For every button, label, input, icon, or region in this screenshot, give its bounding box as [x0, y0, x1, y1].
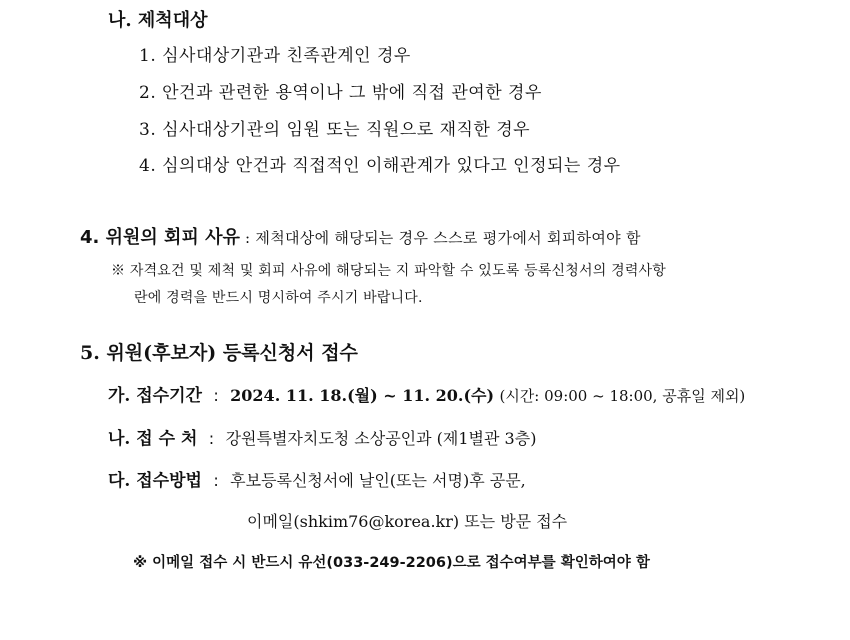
period-value-hours: (시간: 09:00 ~ 18:00, 공휴일 제외): [499, 387, 746, 405]
method-row: [108, 466, 526, 491]
email-phone-confirm-note: ※ 이메일 접수 시 반드시 유선(033-249-2206)으로 접수여부를 확인하여야 함: [133, 555, 650, 571]
period-row: [108, 381, 745, 406]
period-label: 가. 접수기간: [108, 386, 202, 406]
period-value-dates: 2024. 11. 18.(월) ~ 11. 20.(수): [230, 386, 495, 405]
section-4-heading: 4. 위원의 회피 사유: [80, 227, 240, 248]
place-value: 강원특별자치도청 소상공인과 (제1별관 3층): [225, 429, 537, 448]
section-4-note-line1: ※ 자격요건 및 제척 및 회피 사유에 해당되는 지 파악할 수 있도록 등록신청서의 경력사항: [111, 263, 666, 279]
place-label: 나. 접 수 처: [108, 429, 198, 449]
method-colon: :: [213, 471, 219, 490]
subsection-heading-exclusion: 나. 제척대상: [108, 10, 208, 31]
place-row: [108, 424, 536, 449]
exclusion-item-4: 4. 심의대상 안건과 직접적인 이해관계가 있다고 인정되는 경우: [139, 156, 621, 176]
place-colon: :: [208, 429, 215, 448]
method-value-line2: 이메일(shkim76@korea.kr) 또는 방문 접수: [247, 512, 568, 531]
exclusion-item-3: 3. 심사대상기관의 임원 또는 직원으로 재직한 경우: [139, 120, 531, 140]
method-label: 다. 접수방법: [108, 471, 202, 491]
section-4-description: : 제척대상에 해당되는 경우 스스로 평가에서 회피하여야 함: [244, 229, 641, 247]
section-4-line: [80, 223, 641, 249]
exclusion-item-2: 2. 안건과 관련한 용역이나 그 밖에 직접 관여한 경우: [139, 83, 542, 103]
period-colon: :: [213, 386, 219, 405]
exclusion-item-1: 1. 심사대상기관과 친족관계인 경우: [139, 46, 411, 66]
section-5-heading: 5. 위원(후보자) 등록신청서 접수: [80, 342, 358, 364]
method-value-line1: 후보등록신청서에 날인(또는 서명)후 공문,: [230, 471, 526, 490]
section-4-note-line2: 란에 경력을 반드시 명시하여 주시기 바랍니다.: [134, 290, 423, 306]
